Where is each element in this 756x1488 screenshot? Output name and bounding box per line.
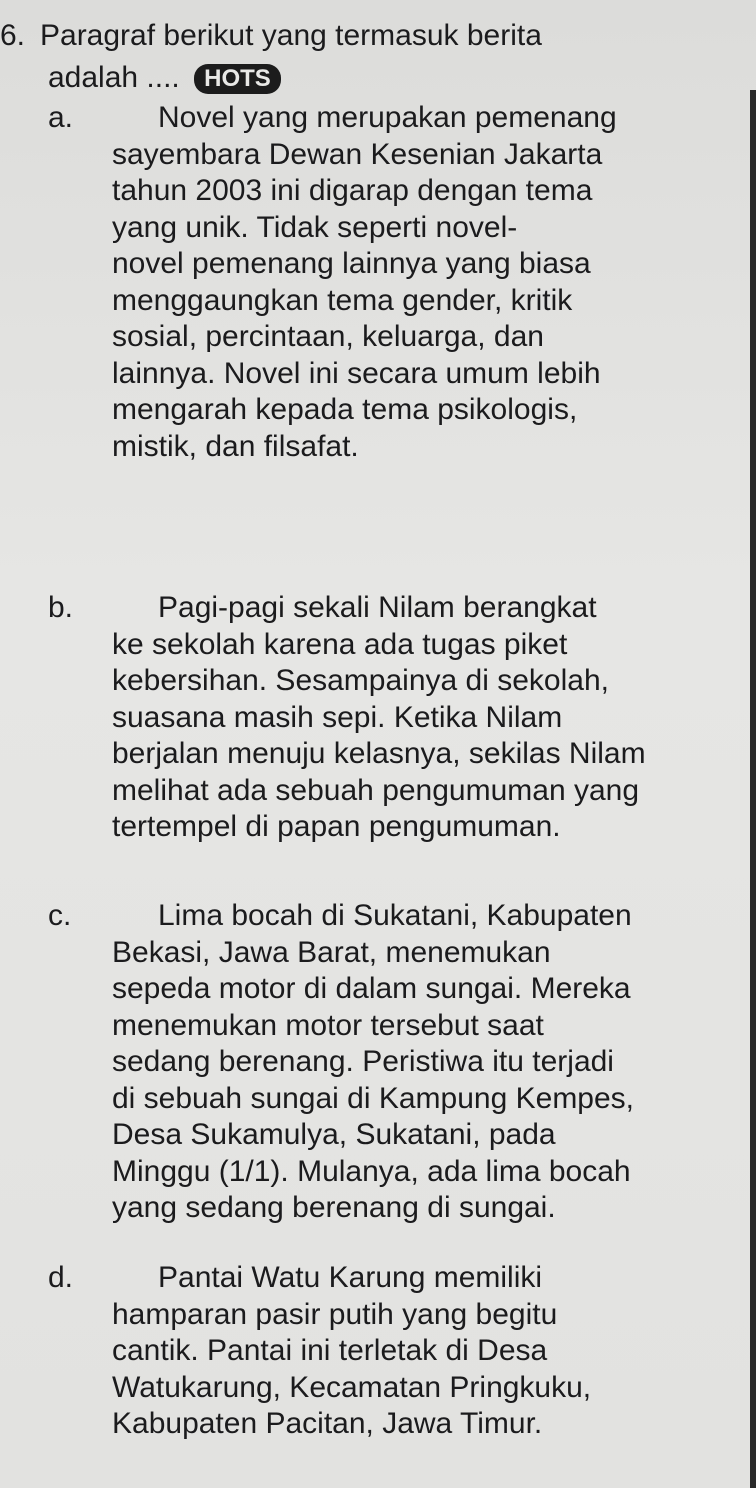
option-text-line: Pantai Watu Karung memiliki xyxy=(158,1261,543,1294)
option-letter: a. xyxy=(48,101,74,134)
option-text-line: di sebuah sungai di Kampung Kempes, xyxy=(112,1081,635,1115)
option-text-line: suasana masih sepi. Ketika Nilam xyxy=(112,700,563,734)
option-text-line: Lima bocah di Sukatani, Kabupaten xyxy=(158,899,632,932)
option-text-line: lainnya. Novel ini secara umum lebih xyxy=(112,356,601,390)
option-text-line: Kabupaten Pacitan, Jawa Timur. xyxy=(112,1407,543,1440)
question-text-line2: adalah .... xyxy=(48,61,180,94)
option-text-line: berjalan menuju kelasnya, sekilas Nilam xyxy=(112,737,646,770)
option-text-line: Watukarung, Kecamatan Pringkuku, xyxy=(112,1370,592,1404)
option-text-line: mistik, dan filsafat. xyxy=(112,429,359,463)
option-text-line: tahun 2003 ini digarap dengan tema xyxy=(112,174,593,207)
option-text-line: menggaungkan tema gender, kritik xyxy=(112,283,573,317)
option-text-line: cantik. Pantai ini terletak di Desa xyxy=(112,1334,548,1367)
option-text-line: Pagi-pagi sekali Nilam berangkat xyxy=(158,591,597,624)
option-text-line: sosial, percintaan, keluarga, dan xyxy=(112,320,544,353)
option-text-line: tertempel di papan pengumuman. xyxy=(112,810,561,843)
page-edge-shadow xyxy=(750,90,756,1488)
option-text-line: menemukan motor tersebut saat xyxy=(112,1008,544,1042)
option-text-line: mengarah kepada tema psikologis, xyxy=(112,393,578,426)
option-text-line: novel pemenang lainnya yang biasa xyxy=(112,247,591,280)
question-text-line2-wrap xyxy=(48,60,281,96)
option-text-line: sedang berenang. Peristiwa itu terjadi xyxy=(112,1045,614,1078)
option-text-line: ke sekolah karena ada tugas piket xyxy=(112,627,568,661)
hots-badge: HOTS xyxy=(194,64,281,94)
option-text-line: melihat ada sebuah pengumuman yang xyxy=(112,773,640,807)
question-number: 6. xyxy=(0,19,26,52)
option-text-line: yang unik. Tidak seperti novel- xyxy=(112,210,518,244)
option-letter: d. xyxy=(48,1261,74,1294)
option-letter: b. xyxy=(48,591,74,624)
option-text-line: sayembara Dewan Kesenian Jakarta xyxy=(112,137,603,171)
option-letter: c. xyxy=(48,899,72,932)
option-text-line: kebersihan. Sesampainya di sekolah, xyxy=(112,664,609,697)
option-text-line: Bekasi, Jawa Barat, menemukan xyxy=(112,935,551,969)
option-text-line: yang sedang berenang di sungai. xyxy=(112,1191,556,1224)
option-text-line: Desa Sukamulya, Sukatani, pada xyxy=(112,1118,556,1151)
option-text-line: Novel yang merupakan pemenang xyxy=(158,101,617,134)
option-text-line: Minggu (1/1). Mulanya, ada lima bocah xyxy=(112,1154,631,1188)
option-text-line: sepeda motor di dalam sungai. Mereka xyxy=(112,972,631,1005)
question-text-line1: Paragraf berikut yang termasuk berita xyxy=(40,19,542,52)
option-text-line: hamparan pasir putih yang begitu xyxy=(112,1297,558,1331)
